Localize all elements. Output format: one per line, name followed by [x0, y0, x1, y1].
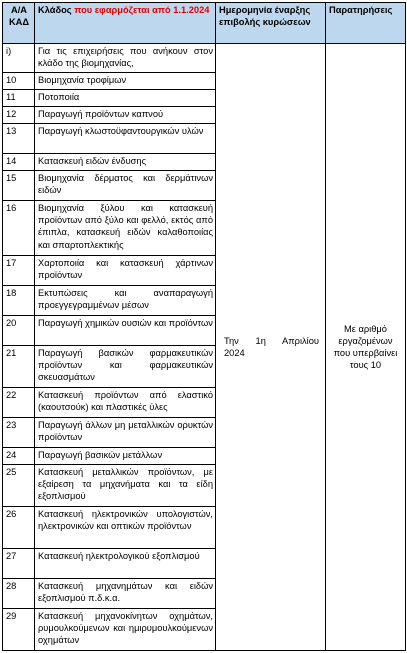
- sector-description: Κατασκευή μηχανημάτων και ειδών εξοπλισμού π.δ.κ.α.: [35, 579, 216, 609]
- header-start-date: Ημερομηνία έναρξης επιβολής κυρώσεων: [216, 3, 326, 44]
- start-date-line2: 2024: [224, 348, 245, 358]
- notes-cell: Με αριθμό εργαζομένων που υπερβαίνει τους 10: [326, 44, 406, 651]
- sector-description: Χαρτοποιία και κατασκευή χάρτινων προϊόντων: [35, 256, 216, 286]
- sector-description: Κατασκευή ηλεκτρολογικού εξοπλισμού: [35, 549, 216, 579]
- sector-description: Παραγωγή κλωστοϋφαντουργικών υλών: [35, 124, 216, 154]
- sector-description: Βιομηχανία δέρματος και δερμάτινων ειδών: [35, 171, 216, 201]
- kad-code: 25: [3, 465, 35, 507]
- sector-description: Ποτοποιία: [35, 90, 216, 107]
- header-row: [3, 3, 406, 44]
- kad-code: 21: [3, 346, 35, 388]
- kad-code: 22: [3, 388, 35, 418]
- header-notes: Παρατηρήσεις: [326, 3, 406, 44]
- sector-description: Βιομηχανία ξύλου και κατασκευή προϊόντων από ξύλο και φελλό, εκτός από έπιπλα, κατασκευή ειδών καλαθοποιίας και σπαρτοπλεκτικής: [35, 201, 216, 256]
- sector-description: Παραγωγή βασικών φαρμακευτικών προϊόντων και φαρμακευτικών σκευασμάτων: [35, 346, 216, 388]
- sector-description: Βιομηχανία τροφίμων: [35, 73, 216, 90]
- kad-code: 14: [3, 154, 35, 171]
- section-marker: i): [3, 44, 35, 73]
- sector-description: Κατασκευή μηχανοκίνητων οχημάτων, ρυμουλκούμενων και ημιρυμουλκούμενων οχημάτων: [35, 609, 216, 651]
- kad-code: 23: [3, 418, 35, 448]
- sector-description: Παραγωγή άλλων μη μεταλλικών ορυκτών προϊόντων: [35, 418, 216, 448]
- kad-code: 20: [3, 316, 35, 346]
- kad-code: 15: [3, 171, 35, 201]
- sector-description: Κατασκευή προϊόντων από ελαστικό (καουτσούκ) και πλαστικές ύλες: [35, 388, 216, 418]
- kad-code: 10: [3, 73, 35, 90]
- kad-code: 17: [3, 256, 35, 286]
- sector-description: Κατασκευή ειδών ένδυσης: [35, 154, 216, 171]
- sector-description: Παραγωγή χημικών ουσιών και προϊόντων: [35, 316, 216, 346]
- kad-code: 28: [3, 579, 35, 609]
- sector-description: Εκτυπώσεις και αναπαραγωγή προεγγεγραμμένων μέσων: [35, 286, 216, 316]
- kad-code: 26: [3, 507, 35, 549]
- kad-code: 29: [3, 609, 35, 651]
- start-date-cell: [216, 44, 326, 651]
- sanctions-table: [2, 2, 406, 651]
- start-date-line1: Την 1η Απριλίου: [224, 335, 319, 346]
- sector-description: Παραγωγή προϊόντων καπνού: [35, 107, 216, 124]
- section-row: [3, 44, 406, 73]
- kad-code: 12: [3, 107, 35, 124]
- kad-code: 18: [3, 286, 35, 316]
- kad-code: 27: [3, 549, 35, 579]
- kad-code: 13: [3, 124, 35, 154]
- kad-code: 24: [3, 448, 35, 465]
- kad-code: 16: [3, 201, 35, 256]
- header-sector: [35, 3, 216, 44]
- sector-description: Παραγωγή βασικών μετάλλων: [35, 448, 216, 465]
- kad-code: 11: [3, 90, 35, 107]
- header-aa-kad: Α/Α ΚΑΔ: [3, 3, 35, 44]
- header-sector-prefix: Κλάδος: [38, 5, 72, 15]
- section-title: Για τις επιχειρήσεις που ανήκουν στον κλάδο της βιομηχανίας,: [35, 44, 216, 73]
- sector-description: Κατασκευή μεταλλικών προϊόντων, με εξαίρεση τα μηχανήματα και τα είδη εξοπλισμού: [35, 465, 216, 507]
- sector-description: Κατασκευή ηλεκτρονικών υπολογιστών, ηλεκτρονικών και οπτικών προϊόντων: [35, 507, 216, 549]
- header-sector-suffix: που εφαρμόζεται από 1.1.2024: [74, 5, 210, 15]
